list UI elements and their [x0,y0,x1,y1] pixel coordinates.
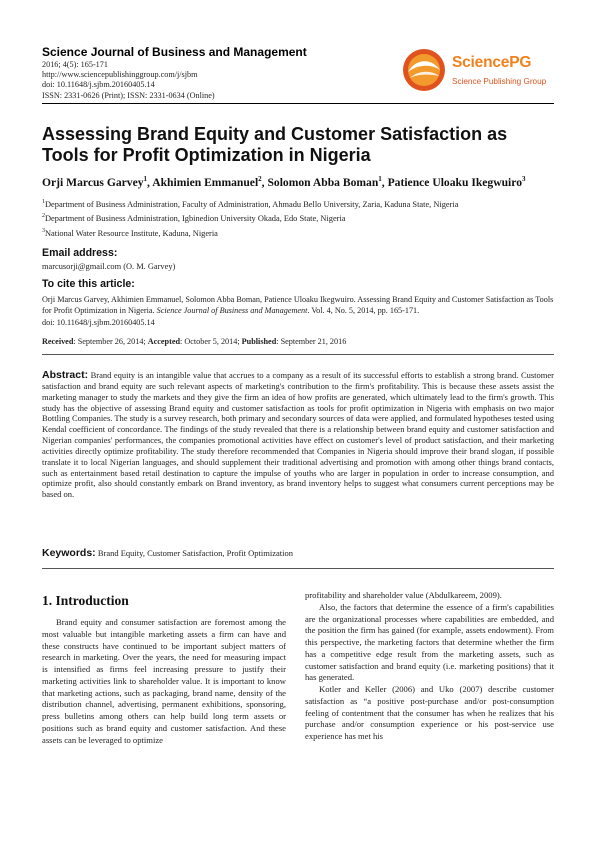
author-name: Orji Marcus Garvey [42,175,144,189]
published-label: Published [241,337,277,346]
citation [42,294,554,328]
affiliation [42,199,458,209]
citation-tail: . Vol. 4, No. 5, 2014, pp. 165-171. [307,306,420,316]
dates-rule [42,354,554,355]
body-column-left [42,617,286,746]
author-sup: 1 [378,175,382,183]
paper-title: Assessing Brand Equity and Customer Satisfaction as Tools for Profit Optimization in Nigeria [42,124,508,165]
email-heading: Email address: [42,247,118,259]
body-paragraph: Also, the factors that determine the essence of a firm's capabilities are the organizational processes where capabilities are embedded, and the position the firm has gained (for example, assets endowment). From this perspective, the marketing factors that determine whether the firm has a competitive edge result from the marketing assets, such as customer satisfaction and brand equity (i.e. marketing positions) that it has generated. [305,601,554,683]
citation-doi: doi: 10.11648/j.sjbm.20160405.14 [42,317,155,327]
affiliation-text: National Water Resource Institute, Kaduna, Nigeria [45,228,218,238]
author-name: Akhimien Emmanuel [152,175,259,189]
body-paragraph: profitability and shareholder value (Abdulkareem, 2009). [305,590,502,600]
body-paragraph: Kotler and Keller (2006) and Uko (2007) describe customer satisfaction as “a positive post-purchase and/or post-consumption feeling of contentment that the consumer has when he realizes that his purchase and/or consumption experience or his post-service use experience has met his [305,684,554,741]
journal-meta [42,60,215,101]
affiliation [42,213,346,223]
accepted-label: Accepted [147,337,181,346]
affiliation-sup: 1 [42,199,45,205]
affiliation-text: Department of Business Administration, Faculty of Administration, Ahmadu Bello University, Zaria, Kaduna State, Nigeria [45,199,459,209]
abstract-text: Brand equity is an intangible value that accrues to a company as a result of its successful efforts to establish a strong brand. Customer satisfaction and brand equity are such relevant aspects of marketing's contribution to the firm's profitability. This is because these assets assist the marketing manager to study the markets and they give the firm an idea of how profits are generated, which ultimately lead to the firm's growth. This study has the objective of assessing Brand equity and customer satisfaction as tools for profit optimization in Nigeria with emphasis on two major Bottling Companies. The study is a survey research, both primary and secondary sources of data were applied, and formulated hypotheses tested using Kendal coefficient of concordance. The findings of the study revealed that there is a relationship between brand equity and customer satisfaction and Nigerian companies' performances, the companies promotional activities have effect on customer's level of product satisfaction, and their marketing activities directly optimize profitability. The study therefore recommended that Companies in Nigeria should improve their brand slogan, if possible translate it to local Nigerian languages, and should supplement their traditional advertising and promotion with among other things brand contacts, such as entertainment based retail destination to capture the impulse of youths who are larger in population in order to increase consumption, and optimize profit, also should constantly embark on Brand inventory, as brand inventory helps to suggest what consumers current perceptions may be based on. [42,370,554,500]
journal-url[interactable]: http://www.sciencepublishinggroup.com/j/sjbm [42,70,198,80]
keywords-rule [42,568,554,569]
affiliation-sup: 3 [42,228,45,234]
citation-text: Orji Marcus Garvey, Akhimien Emmanuel, Solomon Abba Boman, Patience Uloaku Ikegwuiro. Assessing Brand Equity and Customer Satisfaction as Tools for Profit Optimization in Nigeria. [42,295,554,316]
body-paragraph: Brand equity and consumer satisfaction are foremost among the most valuable but intangible marketing assets a firm can have and these constructs have continued to be important subject matters of research in marketing. Over the years, the need for measuring impact is intensified as firms feel increasing pressure to justify their marketing activities link to shareholder value. It is important to know that marketing actions, such as packaging, brand name, density of the distribution channel, advertising, permanent exhibitions, sponsoring, press bulletins among others can help build long term assets or positions such as brand equity and customer satisfaction. And these assets can be leveraged to optimize [42,617,286,745]
author-list: Orji Marcus Garvey$^1$, Akhimien Emmanuel$^2$, Solomon Abba Boman$^1$, Patience Uloaku Ikegwuiro$^3$ [42,175,526,189]
affiliation-text: Department of Business Administration, Igbinedion University Okada, Edo State, Nigeria [45,213,346,223]
sciencepg-logo-icon [402,48,446,92]
header-rule [42,103,554,104]
journal-doi: doi: 10.11648/j.sjbm.20160405.14 [42,80,155,90]
cite-heading: To cite this article: [42,278,135,290]
accepted-date: : October 5, 2014; [180,337,242,346]
journal-name: Science Journal of Business and Management [42,45,307,59]
logo-subtitle: Science Publishing Group [452,77,547,86]
keywords-text: Brand Equity, Customer Satisfaction, Profit Optimization [97,548,293,558]
publisher-logo [398,44,568,96]
affiliation [42,228,218,238]
keywords [42,547,293,559]
author-sup: 1 [143,175,148,183]
received-label: Received [42,337,74,346]
affiliation-sup: 2 [42,213,45,219]
author-name: Solomon Abba Boman [267,175,379,189]
abstract-label: Abstract: [42,369,89,381]
published-date: : September 21, 2016 [276,337,347,346]
journal-volume: 2016; 4(5): 165-171 [42,60,108,69]
journal-issn: ISSN: 2331-0626 (Print); ISSN: 2331-0634 (Online) [42,90,215,100]
keywords-label: Keywords: [42,547,96,559]
section-heading: 1. Introduction [42,593,129,608]
article-dates [42,337,346,346]
received-date: : September 26, 2014; [73,337,148,346]
body-column-right [305,590,554,743]
author-sup: 3 [522,175,526,183]
abstract [42,370,554,500]
author-sup: 2 [258,175,262,183]
logo-name: SciencePG [452,54,532,71]
author-email[interactable]: marcusorji@gmail.com (O. M. Garvey) [42,262,176,271]
citation-journal: Science Journal of Business and Management [156,306,308,316]
author-name: Patience Uloaku Ikegwuiro [387,175,522,189]
